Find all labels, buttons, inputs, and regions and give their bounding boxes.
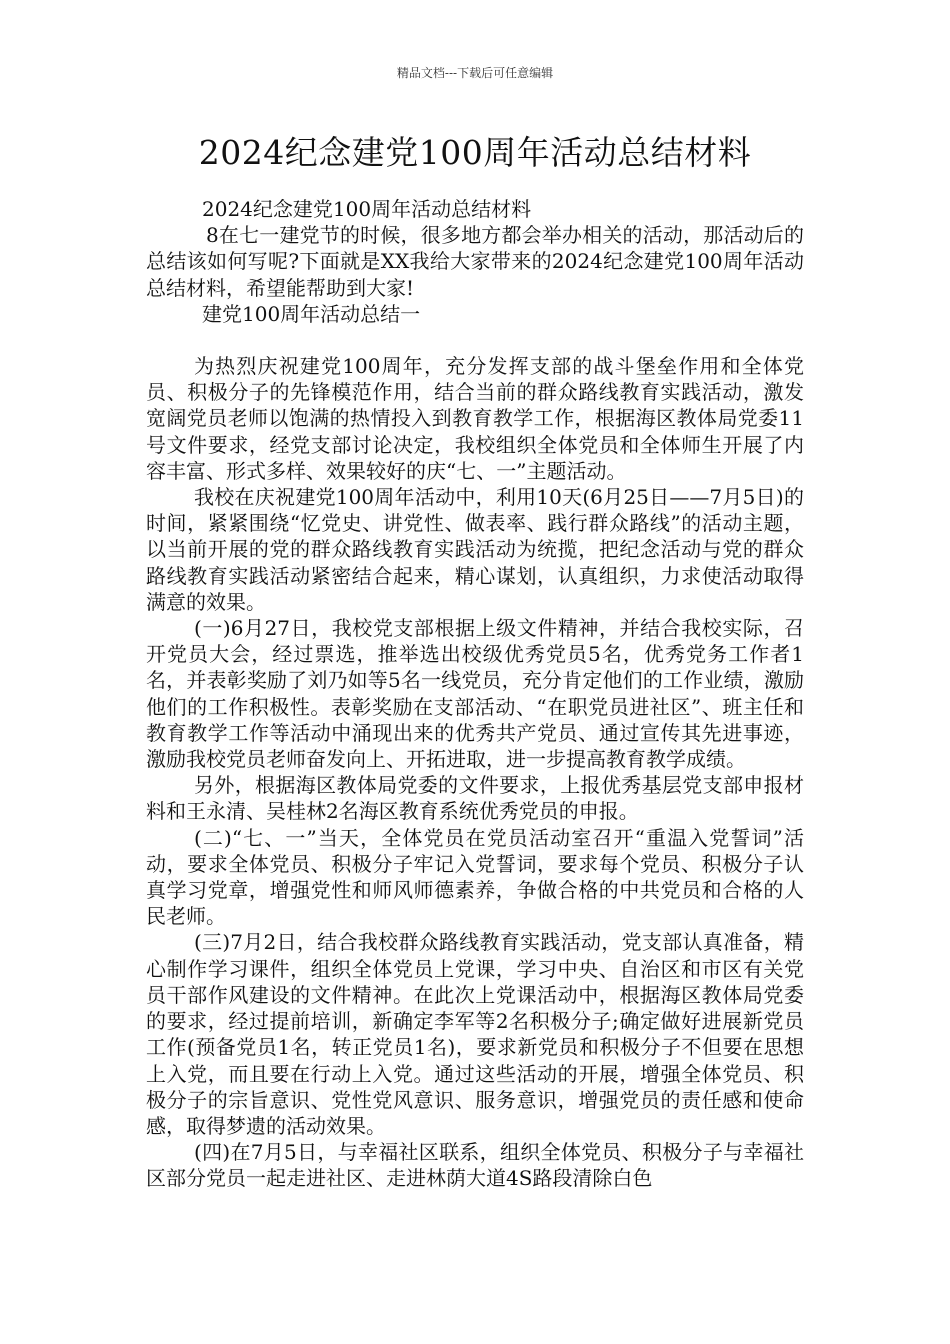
header-note: 精品文档---下载后可任意编辑 — [396, 66, 554, 80]
paragraph: (二)“七、一”当天，全体党员在党员活动室召开“重温入党誓词”活动，要求全体党员、积极分子牢记入党誓词，要求每个党员、积极分子认真学习党章，增强党性和师风师德素养，争做合格的中共党员和合格的人民老师。 — [146, 825, 804, 929]
paragraph: (四)在7月5日，与幸福社区联系，组织全体党员、积极分子与幸福社区部分党员一起走进社区、走进林荫大道4S路段清除白色 — [146, 1140, 804, 1191]
document-title: 2024纪念建党100周年活动总结材料 — [198, 133, 752, 172]
document-body — [146, 196, 804, 1192]
paragraph-subtitle: 2024纪念建党100周年活动总结材料 — [202, 197, 532, 221]
paragraph: (三)7月2日，结合我校群众路线教育实践活动，党支部认真准备，精心制作学习课件，组织全体党员上党课，学习中央、自治区和市区有关党员干部作风建设的文件精神。在此次上党课活动中，根据海区教体局党委的要求，经过提前培训，新确定李军等2名积极分子;确定做好进展新党员工作(预备党员1名，转正党员1名)，要求新党员和积极分子不但要在思想上入党，而且要在行动上入党。通过这些活动的开展，增强全体党员、积极分子的宗旨意识、党性党风意识、服务意识，增强党员的责任感和使命感，取得梦遗的活动效果。 — [146, 930, 804, 1138]
paragraph: (一)6月27日，我校党支部根据上级文件精神，并结合我校实际，召开党员大会，经过票选，推举选出校级优秀党员5名，优秀党务工作者1名，并表彰奖励了刘乃如等5名一线党员，充分肯定他们的工作业绩，激励他们的工作积极性。表彰奖励在支部活动、“在职党员进社区”、班主任和教育教学工作等活动中涌现出来的优秀共产党员、通过宣传其先进事迹，激励我校党员老师奋发向上、开拓进取，进一步提高教育教学成绩。 — [146, 616, 804, 772]
paragraph: 我校在庆祝建党100周年活动中，利用10天(6月25日——7月5日)的时间，紧紧围绕“忆党史、讲党性、做表率、践行群众路线”的活动主题，以当前开展的党的群众路线教育实践活动为统揽，把纪念活动与党的群众路线教育实践活动紧密结合起来，精心谋划，认真组织，力求使活动取得满意的效果。 — [146, 485, 804, 614]
paragraph: 另外，根据海区教体局党委的文件要求，上报优秀基层党支部申报材料和王永清、吴桂林2名海区教育系统优秀党员的申报。 — [146, 773, 804, 824]
paragraph: 为热烈庆祝建党100周年，充分发挥支部的战斗堡垒作用和全体党员、积极分子的先锋模范作用，结合当前的群众路线教育实践活动，激发宽阔党员老师以饱满的热情投入到教育教学工作，根据海区教体局党委11号文件要求，经党支部讨论决定，我校组织全体党员和全体师生开展了内容丰富、形式多样、效果较好的庆“七、一”主题活动。 — [146, 354, 804, 483]
blank-line — [146, 327, 804, 353]
paragraph-intro: 8在七一建党节的时候，很多地方都会举办相关的活动，那活动后的总结该如何写呢?下面就是XX我给大家带来的2024纪念建党100周年活动总结材料，希望能帮助到大家! — [146, 223, 804, 300]
section-heading: 建党100周年活动总结一 — [202, 301, 421, 326]
